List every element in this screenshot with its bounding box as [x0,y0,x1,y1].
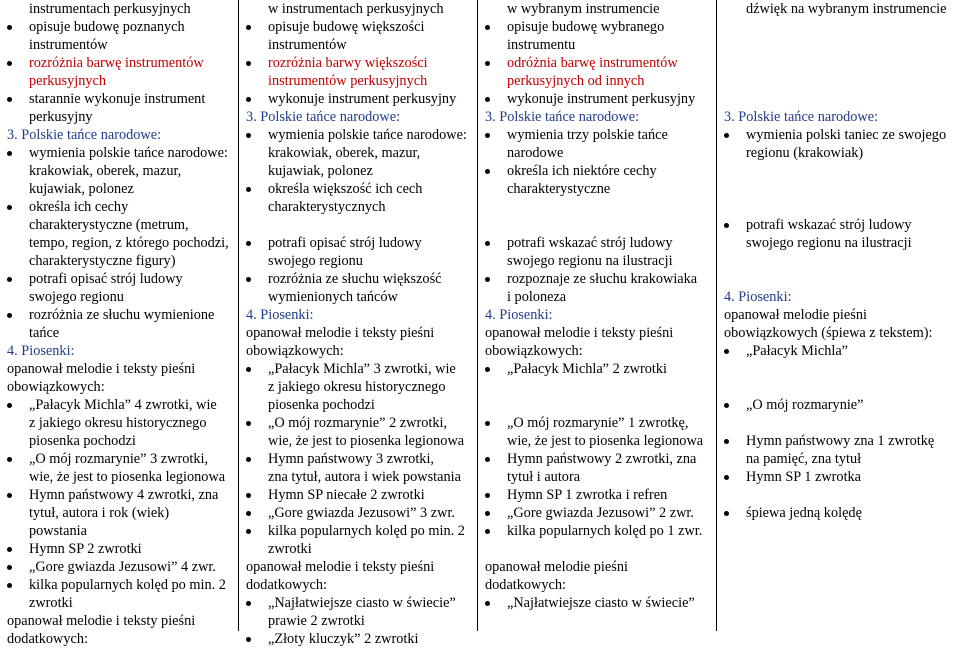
text-line: opanował melodie pieśni [724,307,867,323]
text-line: kujawiak, polonez [29,181,134,197]
bullet-icon [485,421,490,426]
bullet-item: odróżnia barwę instrumentów [507,55,678,71]
bullet-item: potrafi opisać strój ludowy [29,271,183,287]
section-heading: 4. Piosenki: [485,307,553,323]
bullet-item: „O mój rozmarynie” 3 zwrotki, [29,451,209,467]
text-line: tańce [29,325,60,341]
bullet-icon [246,601,251,606]
text-line: z jakiego okresu historycznego [268,379,446,395]
bullet-icon [246,277,251,282]
text-line: zwrotki [29,595,73,611]
text-line: obowiązkowych: [485,343,583,359]
bullet-icon [485,61,490,66]
bullet-item: kilka popularnych kolęd po min. 2 [268,523,465,539]
bullet-item: „Gore gwiazda Jezusowi” 2 zwr. [507,505,694,521]
text-line: opanował melodie i teksty pieśni [246,559,435,575]
text-line: zna tytuł, autora i wiek powstania [268,469,461,485]
bullet-icon [724,475,729,480]
text-line: w instrumentach perkusyjnych [268,1,444,17]
bullet-icon [724,439,729,444]
bullet-icon [485,241,490,246]
bullet-item: rozróżnia ze słuchu większość [268,271,442,287]
bullet-item: wymienia polskie tańce narodowe: [29,145,228,161]
section-heading: 3. Polskie tańce narodowe: [246,109,401,125]
text-line: z jakiego okresu historycznego [29,415,207,431]
bullet-item: opisuje budowę większości [268,19,425,35]
bullet-icon [724,133,729,138]
bullet-icon [246,493,251,498]
text-line: charakterystyczne [507,181,611,197]
text-line: piosenka pochodzi [268,397,375,413]
text-line: charakterystycznych [268,199,386,215]
bullet-icon [7,547,12,552]
text-line: narodowe [507,145,564,161]
bullet-item: „O mój rozmarynie” 2 zwrotki, [268,415,448,431]
bullet-item: starannie wykonuje instrument [29,91,206,107]
bullet-icon [7,151,12,156]
bullet-icon [7,457,12,462]
column-divider [477,0,478,631]
bullet-icon [485,277,490,282]
bullet-item: rozróżnia barwy większości [268,55,428,71]
section-heading: 3. Polskie tańce narodowe: [485,109,640,125]
text-line: charakterystyczne (metrum, [29,217,189,233]
bullet-item: wymienia trzy polskie tańce [507,127,668,143]
text-line: wymienionych tańców [268,289,398,305]
section-heading: 4. Piosenki: [7,343,75,359]
text-line: instrumentów perkusyjnych [268,73,428,89]
bullet-icon [7,403,12,408]
bullet-icon [246,61,251,66]
bullet-icon [485,529,490,534]
bullet-item: wykonuje instrument perkusyjny [268,91,457,107]
text-line: dodatkowych: [7,631,88,647]
bullet-icon [485,601,490,606]
bullet-item: „Najłatwiejsze ciasto w świecie” [507,595,695,611]
text-line: tytuł i autora [507,469,581,485]
bullet-item: rozróżnia ze słuchu wymienione [29,307,215,323]
bullet-item: Hymn SP niecałe 2 zwrotki [268,487,425,503]
bullet-item: opisuje budowę poznanych [29,19,185,35]
bullet-item: potrafi opisać strój ludowy [268,235,422,251]
bullet-icon [246,637,251,642]
text-line: instrumentów [268,37,347,53]
bullet-item: określa ich niektóre cechy [507,163,657,179]
bullet-item: „Pałacyk Michla” 3 zwrotki, wie [268,361,456,377]
text-line: instrumentu [507,37,576,53]
bullet-icon [7,565,12,570]
text-line: perkusyjnych [29,73,107,89]
bullet-item: Hymn SP 1 zwrotka [746,469,862,485]
bullet-item: potrafi wskazać strój ludowy [507,235,673,251]
section-heading: 3. Polskie tańce narodowe: [7,127,162,143]
text-line: swojego regionu [268,253,363,269]
bullet-item: „Pałacyk Michla” [746,343,849,359]
bullet-item: Hymn państwowy zna 1 zwrotkę [746,433,935,449]
text-line: prawie 2 zwrotki [268,613,365,629]
text-line: dodatkowych: [485,577,566,593]
column-divider [716,0,717,631]
bullet-icon [246,529,251,534]
text-line: instrumentach perkusyjnych [29,1,191,17]
bullet-icon [485,97,490,102]
text-line: piosenka pochodzi [29,433,136,449]
text-line: charakterystyczne figury) [29,253,176,269]
bullet-item: „Gore gwiazda Jezusowi” 4 zwr. [29,559,216,575]
text-line: tytuł, autora i rok (wiek) [29,505,170,521]
bullet-item: „O mój rozmarynie” [746,397,864,413]
bullet-icon [7,97,12,102]
bullet-icon [485,25,490,30]
text-line: obowiązkowych: [246,343,344,359]
bullet-icon [7,25,12,30]
bullet-item: potrafi wskazać strój ludowy [746,217,912,233]
bullet-item: rozpoznaje ze słuchu krakowiaka [507,271,698,287]
bullet-item: śpiewa jedną kolędę [746,505,862,521]
bullet-icon [7,277,12,282]
text-line: krakowiak, oberek, mazur, [29,163,182,179]
bullet-icon [7,493,12,498]
bullet-item: Hymn państwowy 4 zwrotki, zna [29,487,219,503]
column-divider [238,0,239,631]
text-line: wie, że jest to piosenka legionowa [268,433,465,449]
bullet-icon [246,457,251,462]
text-line: dodatkowych: [246,577,327,593]
text-line: krakowiak, oberek, mazur, [268,145,421,161]
text-line: obowiązkowych (śpiewa z tekstem): [724,325,933,341]
text-line: opanował melodie pieśni [485,559,628,575]
bullet-icon [724,349,729,354]
bullet-icon [246,241,251,246]
bullet-item: określa ich cechy [29,199,129,215]
bullet-icon [485,457,490,462]
bullet-icon [246,187,251,192]
bullet-item: Hymn państwowy 3 zwrotki, [268,451,434,467]
text-line: wie, że jest to piosenka legionowa [507,433,704,449]
bullet-item: wykonuje instrument perkusyjny [507,91,696,107]
text-line: i poloneza [507,289,567,305]
bullet-item: Hymn SP 2 zwrotki [29,541,142,557]
text-line: swojego regionu na ilustracji [746,235,912,251]
text-line: kujawiak, polonez [268,163,373,179]
bullet-icon [724,403,729,408]
bullet-item: wymienia polski taniec ze swojego [746,127,947,143]
bullet-icon [485,511,490,516]
bullet-item: „Pałacyk Michla” 4 zwrotki, wie [29,397,217,413]
text-line: opanował melodie i teksty pieśni [246,325,435,341]
text-line: na pamięć, zna tytuł [746,451,862,467]
bullet-icon [246,511,251,516]
bullet-item: „Złoty kluczyk” 2 zwrotki [268,631,419,647]
bullet-item: „O mój rozmarynie” 1 zwrotkę, [507,415,689,431]
text-line: w wybranym instrumencie [507,1,660,17]
bullet-icon [7,313,12,318]
text-line: zwrotki [268,541,312,557]
bullet-icon [485,133,490,138]
bullet-item: „Najłatwiejsze ciasto w świecie” [268,595,456,611]
text-line: swojego regionu [29,289,124,305]
section-heading: 4. Piosenki: [246,307,314,323]
text-line: wie, że jest to piosenka legionowa [29,469,226,485]
bullet-icon [485,367,490,372]
bullet-icon [7,583,12,588]
bullet-icon [485,169,490,174]
bullet-icon [724,223,729,228]
text-line: opanował melodie i teksty pieśni [485,325,674,341]
bullet-icon [246,421,251,426]
text-line: tempo, region, z którego pochodzi, [29,235,229,251]
text-line: swojego regionu na ilustracji [507,253,673,269]
bullet-item: wymienia polskie tańce narodowe: [268,127,467,143]
text-line: perkusyjny [29,109,93,125]
bullet-icon [246,133,251,138]
bullet-item: „Pałacyk Michla” 2 zwrotki [507,361,667,377]
bullet-item: Hymn SP 1 zwrotka i refren [507,487,668,503]
bullet-item: opisuje budowę wybranego [507,19,665,35]
bullet-icon [7,61,12,66]
text-line: perkusyjnych od innych [507,73,645,89]
section-heading: 3. Polskie tańce narodowe: [724,109,879,125]
text-line: instrumentów [29,37,108,53]
text-line: obowiązkowych: [7,379,105,395]
bullet-icon [7,205,12,210]
text-line: powstania [29,523,87,539]
bullet-item: „Gore gwiazda Jezusowi” 3 zwr. [268,505,455,521]
bullet-icon [246,25,251,30]
text-line: opanował melodie i teksty pieśni [7,361,196,377]
bullet-icon [246,97,251,102]
bullet-item: kilka popularnych kolęd po min. 2 [29,577,226,593]
section-heading: 4. Piosenki: [724,289,792,305]
text-line: opanował melodie i teksty pieśni [7,613,196,629]
bullet-icon [485,493,490,498]
bullet-item: kilka popularnych kolęd po 1 zwr. [507,523,703,539]
bullet-item: określa większość ich cech [268,181,423,197]
bullet-item: Hymn państwowy 2 zwrotki, zna [507,451,697,467]
text-line: dźwięk na wybranym instrumencie [746,1,947,17]
bullet-item: rozróżnia barwę instrumentów [29,55,204,71]
bullet-icon [724,511,729,516]
text-line: regionu (krakowiak) [746,145,864,161]
bullet-icon [246,367,251,372]
